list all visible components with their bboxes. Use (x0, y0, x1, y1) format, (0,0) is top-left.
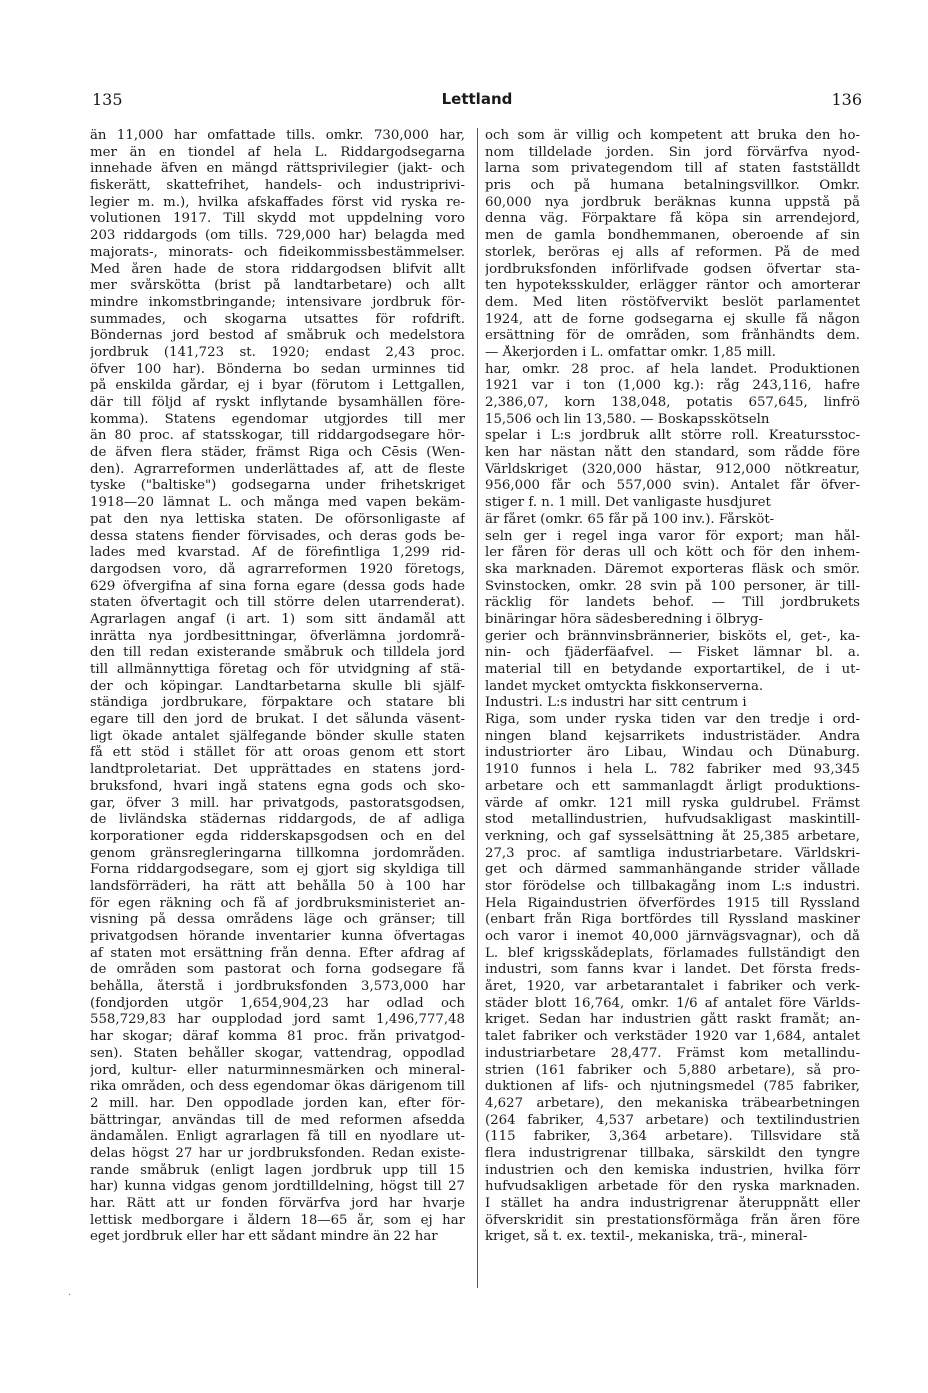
text-line: — Åkerjorden i L. omfattar omkr. 1,85 mill. (485, 344, 776, 360)
text-line: 1910 funnos i hela L. 782 fabriker med 93,345 (485, 762, 860, 778)
text-line: bättringar, användas till de med reformen afsedda (90, 1112, 465, 1128)
text-line: 60,000 nya jordbruk beräknas kunna uppstå på (485, 194, 860, 210)
text-line: af staten mot ersättning från denna. Efter afdrag af (90, 945, 465, 961)
text-line: 2,386,07, korn 138,048, potatis 657,645, linfrö (485, 395, 860, 410)
text-line: spelar i L:s jordbruk allt större roll. Kreatursstoc- (485, 428, 860, 444)
text-line: L. blef krigsskådeplats, förlamades fullständigt den (485, 945, 860, 961)
text-line: kriget, så t. ex. textil-, mekaniska, trä-, mineral- (485, 1229, 808, 1245)
text-line: larna som privategendom till af staten fastställdt (485, 161, 860, 177)
text-line: nom tilldelade jorden. Sin jord förvärfva nyod- (485, 144, 860, 160)
text-line: de livländska städernas riddargods, de af adliga (90, 812, 465, 828)
text-line: till allmännyttiga företag och för utvidgning af stä- (90, 662, 465, 677)
text-line: bruksfond, hvari ingå statens egna gods och sko- (90, 778, 465, 794)
text-line: Hela Rigaindustrien öfverfördes 1915 till Ryssland (485, 895, 860, 911)
text-line: ersättning för de områden, som frånhändts dem. (485, 328, 860, 344)
text-line: 2 mill. har. Den oppodlade jorden kan, efter för- (90, 1095, 465, 1111)
text-line: jordbruksfonden införlifvade godsen öfvertar sta- (485, 261, 860, 277)
running-title: Lettland (441, 90, 513, 108)
left-text-column (90, 128, 465, 1246)
text-line: ler fåren för deras ull och kött och för den inhem- (485, 545, 860, 561)
page-number-right: 136 (831, 90, 862, 109)
text-line: för egen räkning och få af jordbruksministeriet an- (90, 895, 465, 911)
text-line: på enskilda gårdar, ej i byar (förutom i Lettgallen, (90, 378, 465, 394)
text-line: ligt ökade antalet själfegande bönder skulle staten (90, 728, 465, 744)
text-line: volutionen 1917. Till skydd mot uppdelning voro (90, 211, 465, 227)
right-text-column (485, 128, 860, 1246)
text-line: 1921 var i ton (1,000 kg.): råg 243,116, hafre (485, 378, 860, 394)
text-line: nin- och fjäderfäafvel. — Fisket lämnar bl. a. (485, 645, 860, 661)
text-line: Forna riddargodsegare, som ej gjort sig skyldiga till (90, 862, 465, 878)
text-line: har. Rätt att ur fonden förvärfva jord har hvarje (90, 1196, 465, 1211)
text-line: (264 fabriker, 4,537 arbetare) och textilindustrien (485, 1112, 860, 1128)
text-line: denna väg. Förpaktare få köpa sin arrendejord, (485, 211, 860, 227)
text-line: lettisk medborgare i åldern 18—65 år, som ej har (90, 1212, 465, 1228)
text-line: eget jordbruk eller har ett sådant mindre än 22 har (90, 1229, 438, 1245)
text-line: delas högst 27 har ur jordbruksfonden. Redan existe- (90, 1145, 465, 1161)
text-line: jordbruk (141,723 st. 1920; endast 2,43 proc. (90, 344, 465, 360)
text-line: stod metallindustrien, hufvudsakligast maskintill- (485, 812, 860, 828)
text-line: den). Agrarreformen underlättades af, att de fleste (90, 461, 465, 477)
text-line: Böndernas jord bestod af småbruk och medelstora (90, 328, 465, 344)
text-line: mer än en tiondel af hela L. Riddargodsegarna (90, 144, 465, 160)
text-line: dem. Med liten röstöfvervikt beslöt parlamentet (485, 294, 860, 310)
text-line: lades med kvarstad. Af de förefintliga 1,299 rid- (90, 545, 465, 561)
text-line: Världskriget (320,000 hästar, 912,000 nötkreatur, (485, 461, 860, 477)
text-line: legier m. m.), hvilka afskaffades först vid ryska re- (90, 194, 465, 210)
text-line: get och därmed sammanhängande strider vållade (485, 862, 860, 878)
text-line: privatgodsen hörande inventarier kunna öfvertagas (90, 929, 465, 944)
text-line: men de gamla bondhemmanen, oberoende af sin (485, 228, 860, 244)
bottom-mark: · (68, 1290, 72, 1301)
text-line: 558,729,83 har oupplodad jord samt 1,496,777,48 (90, 1012, 465, 1028)
text-line: gerier och brännvinsbrännerier, bisköts el, get-, ka- (485, 628, 860, 644)
text-line: ändamålen. Enligt agrarlagen få till en nyodlare ut- (90, 1129, 465, 1145)
text-line: de äfven flera städer, främst Riga och Cēsis (Wen- (90, 445, 465, 461)
text-line: rika områden, och dess egendomar ökas därigenom till (90, 1079, 465, 1095)
text-line: 4,627 arbetare), den mekaniska träbearbetningen (485, 1095, 860, 1111)
text-line: 956,000 får och 557,000 svin). Antalet får öfver- (485, 478, 860, 494)
page-header (92, 90, 862, 112)
text-line: dargodsen voro, då agrarreformen 1920 företogs, (90, 561, 465, 577)
text-line: Svinstocken, omkr. 28 svin på 100 personer, är till- (485, 578, 860, 594)
text-line: Riga, som under ryska tiden var den tredje i ord- (485, 712, 860, 728)
text-line: har, omkr. 28 proc. af hela landet. Produktionen (485, 361, 860, 377)
text-line: landet mycket omtyckta fiskkonserverna. (485, 678, 764, 694)
text-line: stiger f. n. 1 mill. Det vanligaste husdjuret (485, 495, 771, 511)
text-line: jord, kultur- eller naturminnesmärken och mineral- (90, 1062, 465, 1078)
text-line: flera industrigrenar tillbaka, särskildt den tyngre (485, 1145, 860, 1161)
text-line: (enbart från Riga bortfördes till Ryssland maskiner (485, 912, 860, 928)
text-line: pris och på humana betalningsvillkor. Omkr. (485, 178, 860, 194)
text-line: inrätta nya jordbesittningar, öfverlämna jordområ- (90, 628, 465, 644)
text-line: räcklig för landets behof. — Till jordbrukets (485, 595, 860, 611)
text-line: egare till den jord de brukat. I det sålunda väsent- (90, 712, 465, 728)
text-line: 15,506 och lin 13,580. — Boskapsskötseln (485, 411, 770, 427)
text-line: summades, och skogarna utsattes för rofdrift. (90, 311, 465, 327)
text-line: än 11,000 har omfattade tills. omkr. 730,000 har, (90, 128, 465, 143)
text-line: material till en betydande exportartikel, de i ut- (485, 662, 860, 677)
text-line: 1924, att de forne godsegarna ej skulle få någon (485, 311, 860, 327)
text-line: strien (161 fabriker och 5,880 arbetare), så pro- (485, 1062, 860, 1078)
text-line: industrien och den kemiska industrien, hvilka förr (485, 1162, 860, 1178)
text-line: staten öfvertagit och till större delen utarrenderat). (90, 595, 465, 611)
text-line: pat den nya lettiska staten. De oförsonligaste af (90, 511, 465, 527)
text-line: innehade äfven en mängd rättsprivilegier (jakt- och (90, 161, 465, 177)
text-line: ständiga jordbrukare, förpaktare och statare bli (90, 695, 465, 711)
text-line: majorats-, minorats- och fideikommissbestämmelser. (90, 244, 465, 260)
text-line: och som är villig och kompetent att bruka den ho- (485, 128, 860, 143)
text-line: verkning, och gaf sysselsättning åt 25,385 arbetare, (485, 828, 860, 844)
text-line: stor förödelse och tillbakagång inom L:s industri. (485, 878, 860, 894)
text-line: kriget. Sedan har industrien gått raskt framåt; an- (485, 1012, 860, 1028)
text-line: talet fabriker och verkstäder 1920 var 1,684, antalet (485, 1029, 860, 1045)
text-line: ten hypoteksskulder, erlägger räntor och amorterar (485, 278, 860, 294)
text-line: gar, öfver 3 mill. har privatgods, pastoratsgodsen, (90, 795, 465, 811)
text-line: visning på dessa områdens läge och gränser; till (90, 912, 465, 928)
text-line: året, 1920, var arbetarantalet i fabriker och verk- (485, 979, 860, 995)
text-line: 203 riddargods (om tills. 729,000 har) belagda med (90, 228, 465, 244)
text-line: mer svårskötta (brist på landtarbetare) och allt (90, 278, 465, 294)
text-line: den till redan existerande småbruk och tilldela jord (90, 645, 465, 661)
text-line: fiskerätt, skattefrihet, handels- och industriprivi- (90, 178, 465, 194)
text-line: värde af omkr. 121 mill ryska guldrubel. Främst (485, 795, 860, 811)
page-number-left: 135 (92, 90, 123, 109)
text-line: ken har nästan nått den standard, som rådde före (485, 445, 860, 461)
text-line: är fåret (omkr. 65 får på 100 inv.). Fårsköt- (485, 511, 775, 527)
text-line: industriorter äro Libau, Windau och Dünaburg. (485, 745, 860, 761)
text-line: tyske ("baltiske") godsegarna under frihetskriget (90, 478, 465, 494)
text-line: ningen bland kejsarrikets industristäder. Andra (485, 728, 860, 744)
text-line: mindre inkomstbringande; intensivare jordbruk för- (90, 294, 465, 310)
text-line: landsförräderi, ha rätt att behålla 50 à 100 har (90, 878, 465, 894)
text-line: 1918—20 lämnat L. och många med vapen bekäm- (90, 495, 465, 511)
text-line: storlek, beröras ej alls af reformen. På de med (485, 244, 860, 260)
text-line: Industri. L:s industri har sitt centrum i (485, 695, 747, 711)
text-line: (115 fabriker, 3,364 arbetare). Tillsvidare stå (485, 1129, 860, 1145)
text-line: (fondjorden utgör 1,654,904,23 har odlad och (90, 995, 465, 1011)
text-line: Med åren hade de stora riddargodsen blifvit allt (90, 261, 465, 277)
text-line: komma). Statens egendomar utgjordes till mer (90, 411, 465, 427)
text-line: rande småbruk (enligt lagen jordbruk upp till 15 (90, 1162, 465, 1178)
text-line: har skogar; däraf komma 81 proc. från privatgod- (90, 1029, 465, 1045)
text-line: arbetare och ett sammanlagdt årligt produktions- (485, 778, 860, 794)
text-line: dessa statens fiender förvisades, och deras gods be- (90, 528, 465, 544)
text-line: 629 öfvergifna af sina forna egare (dessa gods hade (90, 578, 465, 594)
text-line: de områden som pastorat och forna godsegare få (90, 962, 465, 978)
text-line: 27,3 proc. af samtliga industriarbetare. Världskri- (485, 845, 860, 861)
text-line: der och köpingar. Landtarbetarna skulle bli själf- (90, 678, 465, 694)
text-line: industri, som fanns kvar i landet. Det första freds- (485, 962, 860, 978)
text-line: Agrarlagen angaf (i art. 1) som sitt ändamål att (90, 611, 465, 627)
text-line: behålla, återstå i jordbruksfonden 3,573,000 har (90, 979, 465, 995)
text-line: öfver 100 har). Bönderna bo sedan urminnes tid (90, 361, 465, 377)
text-line: där till följd af ryskt inflytande bysamhällen före- (90, 395, 465, 410)
text-line: har) kunna vidgas genom jordtilldelning, högst till 27 (90, 1179, 465, 1195)
text-line: korporationer egda ridderskapsgodsen och en del (90, 828, 465, 844)
text-line: få ett stöd i stället för att oroas genom ett stort (90, 745, 465, 761)
text-line: genom gränsregleringarna tillkomna jordområden. (90, 845, 465, 861)
text-line: seln ger i regel inga varor för export; man hål- (485, 528, 860, 544)
text-line: ska marknaden. Däremot exporteras fläsk och smör. (485, 561, 860, 577)
text-line: I stället ha andra industrigrenar återuppnått eller (485, 1196, 860, 1211)
text-line: sen). Staten behåller skogar, vattendrag, oppodlad (90, 1045, 465, 1061)
text-line: och varor i inemot 40,000 järnvägsvagnar), och då (485, 929, 860, 944)
text-line: öfverskridit sin prestationsförmåga från åren före (485, 1212, 860, 1228)
column-divider (477, 128, 478, 1288)
text-line: landtproletariat. Det upprättades en statens jord- (90, 762, 465, 778)
text-line: binäringar höra sädesberedning i ölbryg- (485, 611, 763, 627)
text-line: städer blott 16,764, omkr. 1/6 af antalet före Världs- (485, 995, 860, 1011)
text-line: industriarbetare 28,477. Främst kom metallindu- (485, 1045, 860, 1061)
text-line: duktionen af lifs- och njutningsmedel (785 fabriker, (485, 1079, 860, 1095)
text-line: hufvudsakligen arbetade för den ryska marknaden. (485, 1179, 860, 1195)
text-line: än 80 proc. af statsskogar, till riddargodsegare hör- (90, 428, 465, 444)
